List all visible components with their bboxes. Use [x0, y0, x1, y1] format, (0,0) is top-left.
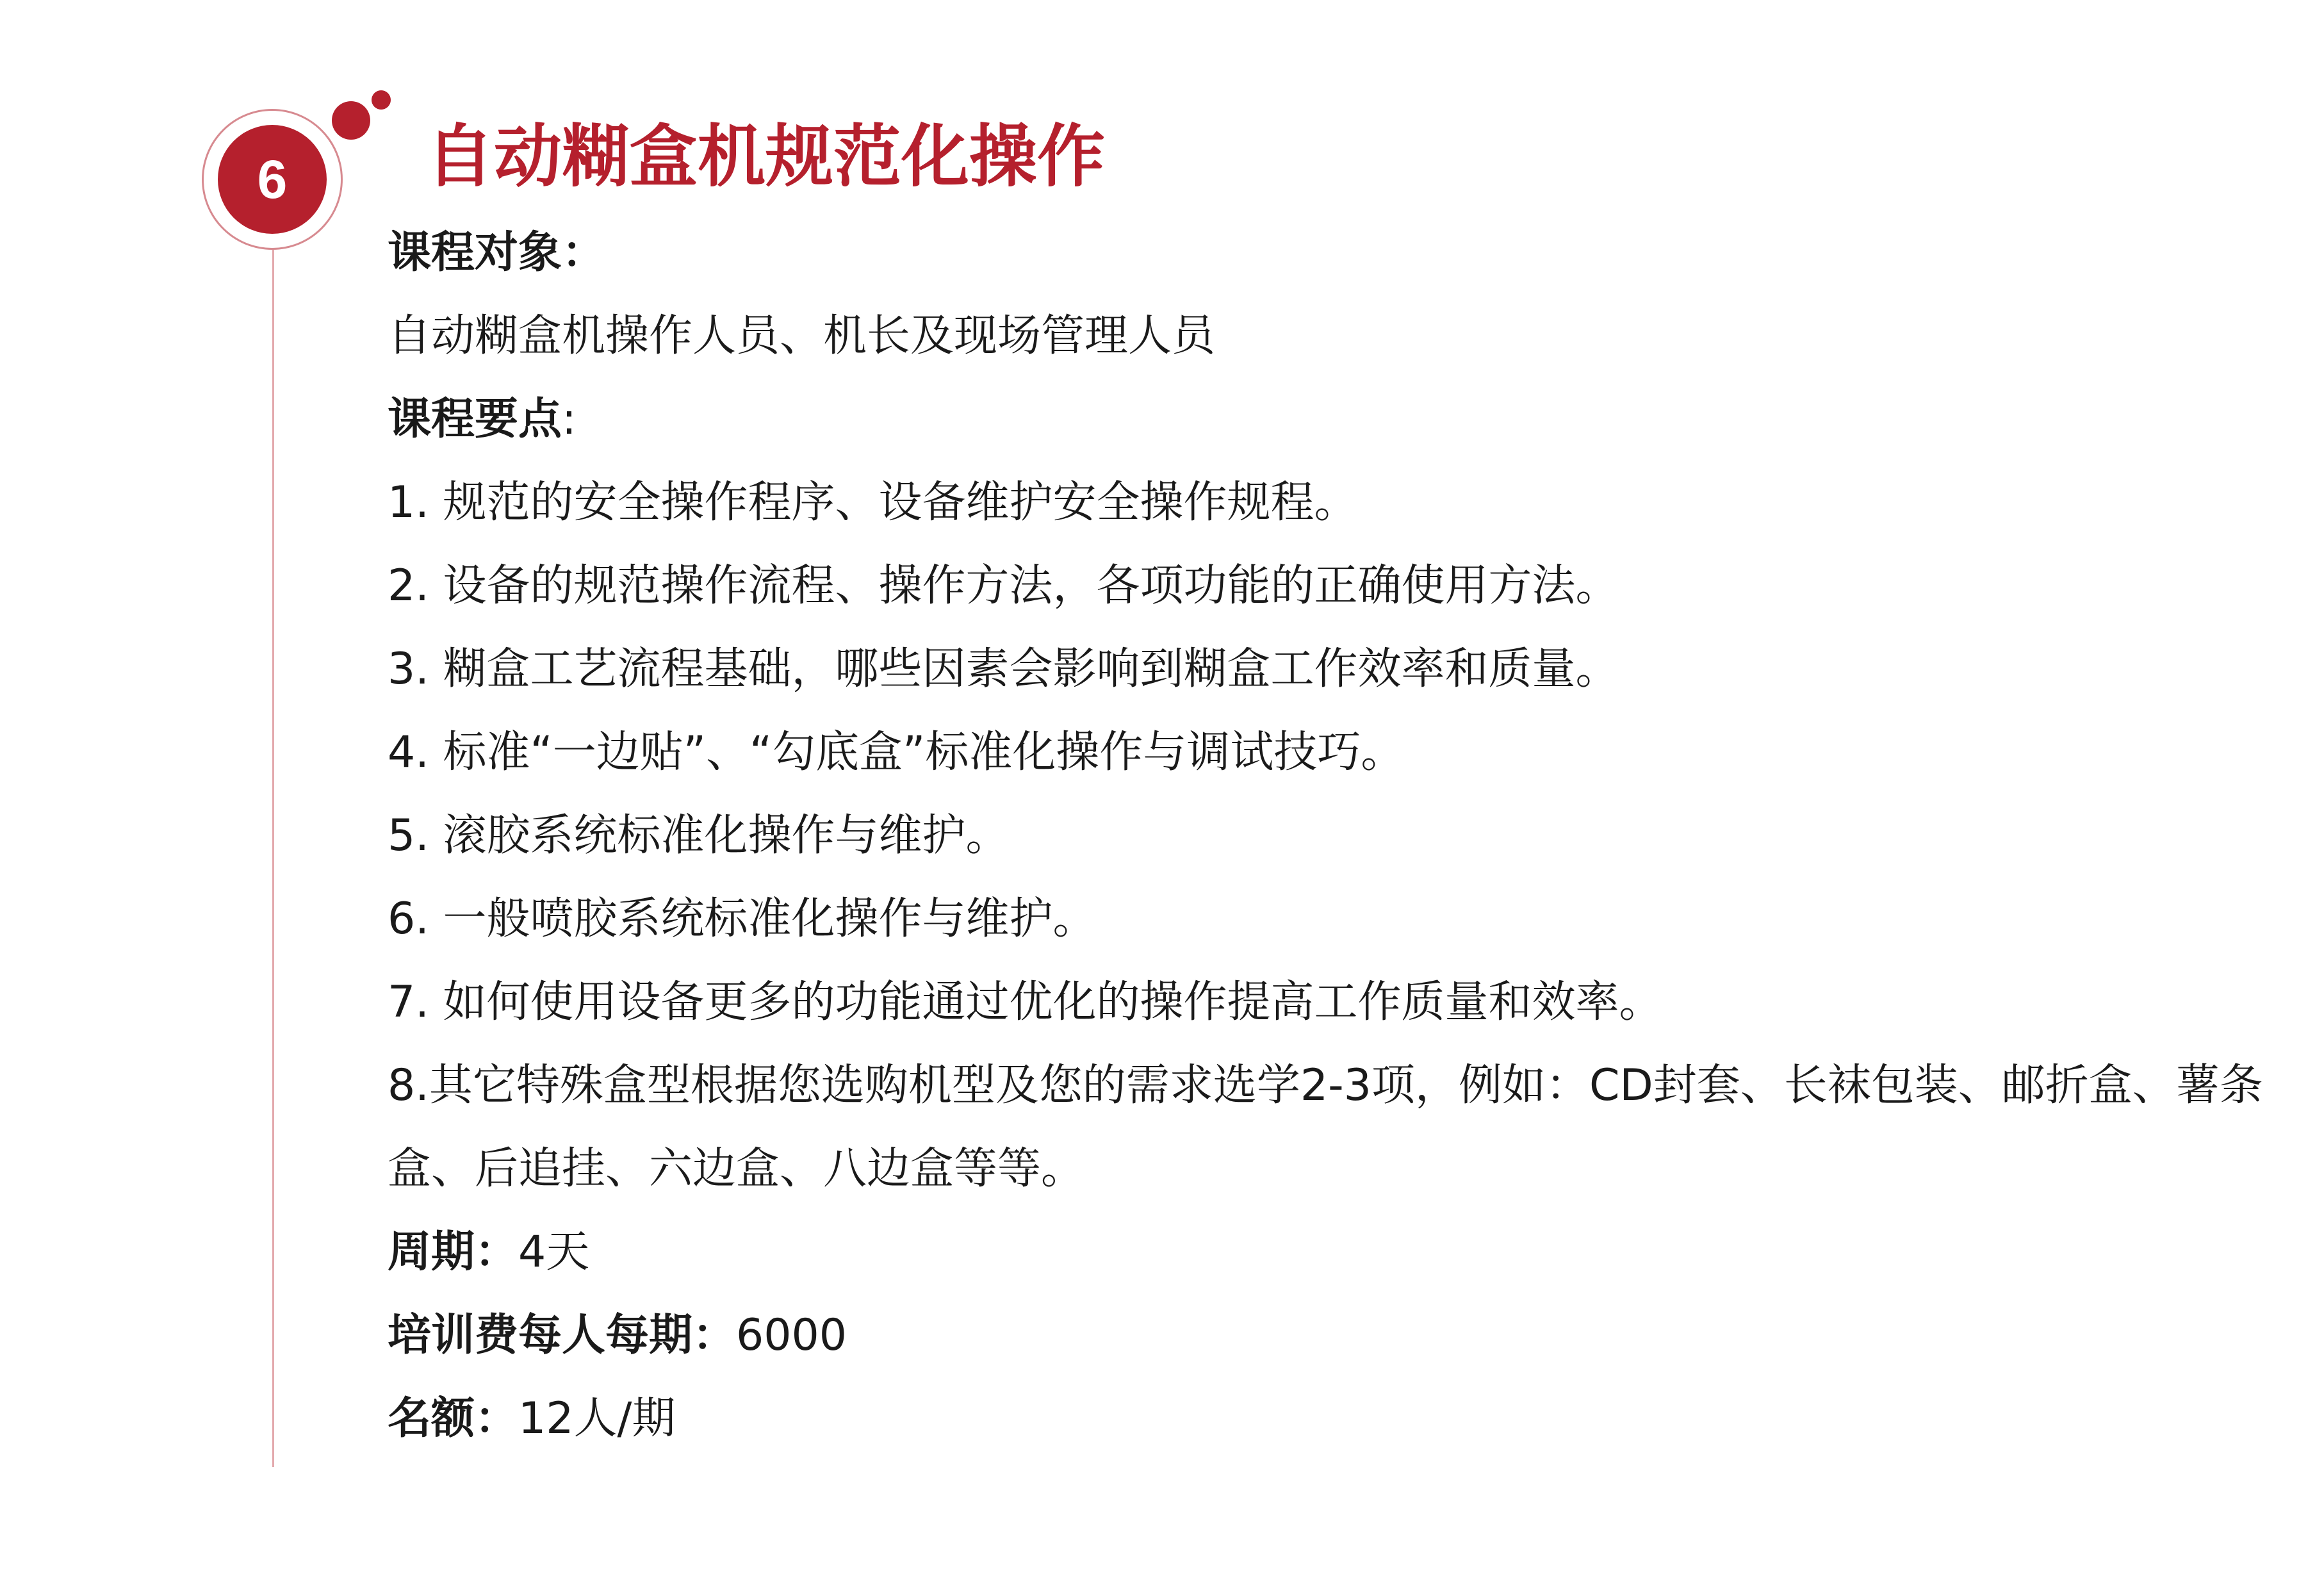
point-item: 4. 标准“一边贴”、“勾底盒”标准化操作与调试技巧。	[388, 727, 1405, 778]
point-item: 1. 规范的安全操作程序、设备维护安全操作规程。	[388, 477, 1358, 528]
duration-label: 周期：	[388, 1227, 519, 1277]
point-item: 8.其它特殊盒型根据您选购机型及您的需求选学2-3项，例如：CD封套、长袜包装、邮折盒、薯条	[388, 1060, 2263, 1111]
points-heading	[388, 378, 2324, 461]
duration-row	[388, 1211, 2324, 1294]
point-item-continued: 盒、后追挂、六边盒、八边盒等等。	[388, 1144, 1085, 1194]
points-label: 课程要点	[388, 394, 562, 445]
point-item: 5. 滚胶系统标准化操作与维护。	[388, 810, 1010, 861]
point-item: 2. 设备的规范操作流程、操作方法，各项功能的正确使用方法。	[388, 561, 1619, 611]
audience-label: 课程对象：	[388, 227, 606, 278]
audience-value: 自动糊盒机操作人员、机长及现场管理人员	[388, 311, 1216, 361]
point-item: 7. 如何使用设备更多的功能通过优化的操作提高工作质量和效率。	[388, 977, 1663, 1028]
decorative-dot-small	[372, 90, 391, 110]
course-title: 自动糊盒机规范化操作	[426, 117, 1105, 196]
point-item: 6. 一般喷胶系统标准化操作与维护。	[388, 894, 1097, 944]
quota-value: 12人/期	[518, 1393, 676, 1444]
fee-row	[388, 1294, 2324, 1377]
points-colon: :	[562, 394, 577, 445]
section-number-badge: 6	[218, 125, 327, 234]
quota-label: 名额：	[388, 1393, 519, 1444]
point-item: 3. 糊盒工艺流程基础，哪些因素会影响到糊盒工作效率和质量。	[388, 644, 1619, 694]
duration-value: 4天	[518, 1227, 590, 1277]
course-details	[388, 211, 2324, 1461]
timeline-line	[272, 243, 274, 1467]
quota-row	[388, 1377, 2324, 1461]
fee-label: 培训费每人每期：	[388, 1310, 737, 1361]
fee-value: 6000	[736, 1310, 847, 1361]
decorative-dot-large	[332, 101, 370, 140]
